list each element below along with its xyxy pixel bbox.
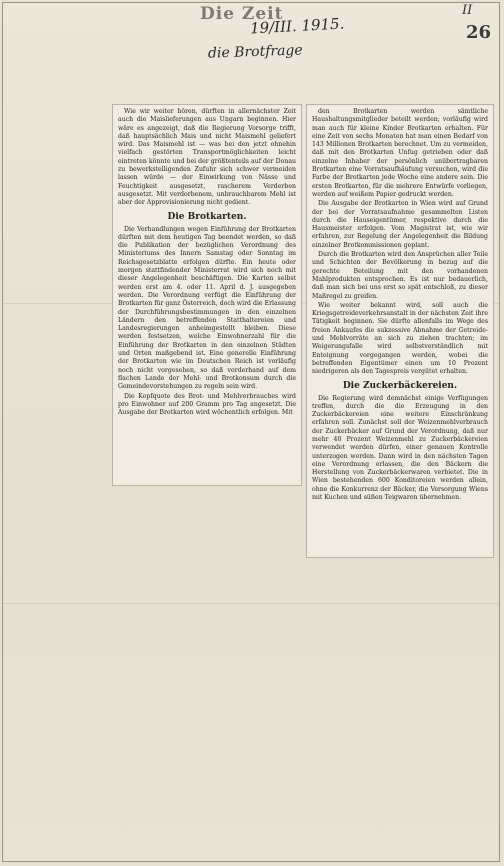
article-paragraph: Die Verhandlungen wegen Einführung der Brotkarten dürften mit dem heutigen Tag beendet werden, so daß die Publikation der bezüglichen Verordnung des Ministeriums des Innern Samstag oder Sonntag im Reichsgesetzblatte erfolgen dürfte. Ein heute oder morgen stattfindender Ministerrat wird sich noch mit dieser Angelegenheit beschäftigen. Die Karten selbst werden erst am 4. oder 11. April d. J. ausgegeben werden. Die Verordnung verfügt die Einführung der Brotkarten für ganz Österreich, doch wird die Erlassung der Durchführungsbestimmungen in den einzelnen Ländern den betreffenden Statthaltereien und Landesregierungen anheimgestellt bleiben. Diese werden festsetzen, welche Einwohnerzahl für die Einführung der Brotkarten in den einzelnen Städten und Orten maßgebend ist. Eine generelle Einführung der Brotkarten wie im Deutschen Reich ist vorläufig noch nicht vorgesehen, so daß vorderhand auf dem flachen Lande der Mehl- und Brotkonsum durch die Gemeindevorstehungen zu regeln sein wird. [118, 225, 296, 391]
handwritten-roman-numeral: II [462, 3, 473, 18]
clipping-right-column [306, 104, 494, 558]
handwritten-subject: die Brotfrage [207, 42, 303, 62]
article-paragraph: Wie weiter bekannt wird, soll auch die Kriegsgetreideverkehrsanstalt in der nächsten Zeit ihre Tätigkeit beginnen. Sie dürfte allenfalls im Wege des freien Ankaufes die sukzessive Abnahme der Getreide- und Mehlvorräte an sich zu ziehen trachten; im Weigerungsfalle wird selbstverständlich mit Enteignung vorgegangen werden, wobei die betreffenden Eigentümer einen um 10 Prozent niedrigeren als den Tagespreis vergütet erhalten. [312, 301, 488, 376]
article-paragraph: Wie wir weiter hören, dürften in allernächster Zeit auch die Maislieferungen aus Ungarn beginnen. Hier wäre es angezeigt, daß die Regierung Vorsorge trifft, daß hauptsächlich Mais und nicht Maismehl geliefert wird. Das Maismehl ist — was bei den jetzt ohnehin vielfach gestörten Transportmöglichkeiten leicht eintreten könnte und bei der größtenteils auf der Donau zu bewerkstelligenden Zufuhr sich schwer vermeiden lassen würde — der Einwirkung von Nässe und Feuchtigkeit ausgesetzt, rascherem Verderben ausgesetzt. Mit verdorbenem, unbrauchbarem Mehl ist aber der Approvisionierung nicht gedient. [118, 108, 296, 207]
page-number: 26 [466, 22, 492, 43]
article-paragraph: Die Regierung wird demnächst einige Verfügungen treffen, durch die die Erzeugung in den Zuckerbäckereien eine weitere Einschränkung erfahren soll. Zunächst soll der Weizenmehlverbrauch der Zuckerbäcker auf Grund der Verordnung, daß nur mehr 40 Prozent Weizenmehl zu Zuckerbäckereien verwendet werden dürfen, einer genauen Kontrolle unterzogen werden. Dann wird in den nächsten Tagen eine Verordnung erlassen, die den Bäckern die Herstellung von Zuckerbäckerwaren verbietet. Die in Wien bestehenden 600 Konditoreien werden allein, ohne die Konkurrenz der Bäcker, die Versorgung Wiens mit Kuchen und süßen Teigwaren übernehmen. [312, 394, 488, 502]
handwritten-date: 19/III. 1915. [249, 14, 345, 38]
section-heading-zuckerbaeckereien: Die Zuckerbäckereien. [342, 380, 458, 391]
section-heading-brotkarten: Die Brotkarten. [167, 211, 247, 222]
article-paragraph: Die Kopfquote des Brot- und Mehlverbrauches wird pro Einwohner auf 200 Gramm pro Tag angesetzt. Die Ausgabe der Brotkarten wird wöchentlich erfolgen. Mit [118, 392, 296, 417]
fold-line [3, 603, 499, 604]
article-paragraph: Durch die Brotkarten wird den Ansprüchen aller Teile und Schichten der Bevölkerung in bezug auf die gerechte Beteilung mit den vorhandenen Mahlprodukten entsprochen. Es ist nur bedauerlich, daß man sich bei uns erst so spät entschloß, zu dieser Maßregel zu greifen. [312, 251, 488, 300]
article-paragraph: Die Ausgabe der Brotkarten in Wien wird auf Grund der bei der Vorratsaufnahme gesammelten Listen durch die Hauseigentümer, respektive durch die Hausmeister erfolgen. Vom Magistrat ist, wie wir erfahren, zur Regelung der Angelegenheit die Bildung einzelner Brotkommissionen geplant. [312, 200, 488, 249]
clipping-left-column [112, 104, 302, 486]
newspaper-masthead: Die Zeit [200, 4, 284, 24]
article-paragraph: den Brotkarten werden sämtliche Haushaltungsmitglieder beteilt werden; vorläufig wird man auch für kleine Kinder Brotkarten erhalten. Für eine Zeit von sechs Monaten hat man einen Bedarf von 143 Millionen Brotkarten berechnet. Um zu vermeiden, daß mit den Brotkarten Unfug getrieben oder daß einzelne Inhaber der persönlich unübertragbaren Brotkarten eine Vorratsaufhäufung versuchen, wird die Farbe der Brotkarten jede Woche eine andere sein. Die ersten Brotkarten, für die mehrere Entwürfe vorliegen, werden auf weißem Papier gedruckt werden. [312, 108, 488, 198]
